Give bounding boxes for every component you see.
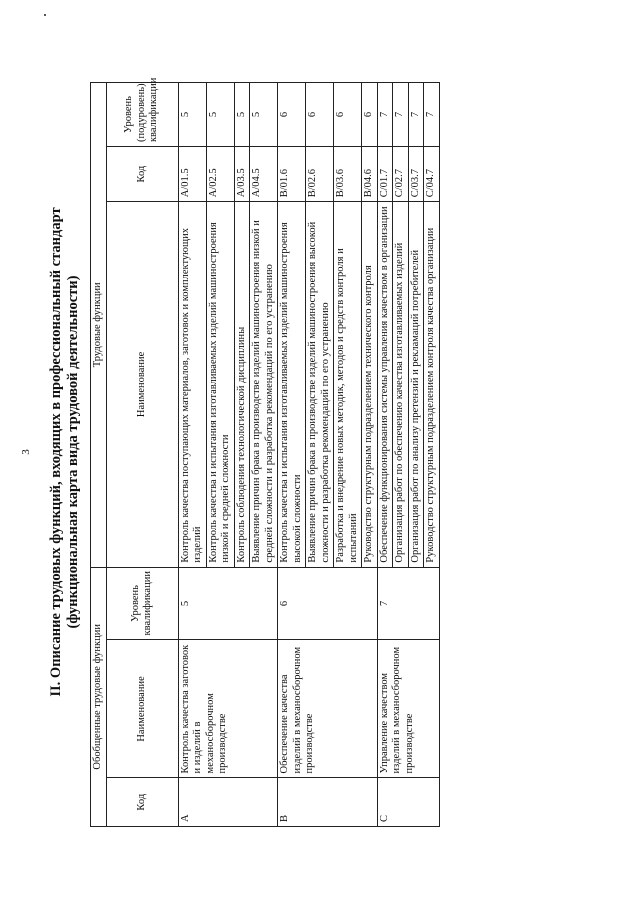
function-level: 7 — [377, 83, 393, 147]
page-number: 3 — [20, 449, 32, 455]
function-name: Контроль качества и испытания изготавливаемых изделий машиностроения высокой сложности — [278, 202, 306, 567]
function-code: A/04.5 — [250, 147, 278, 202]
function-name: Обеспечение функционирования системы управления качеством в организации — [377, 202, 393, 567]
group-name: Контроль качества заготовок и изделий в механосборочном производстве — [178, 640, 278, 778]
function-code: B/02.6 — [306, 147, 334, 202]
function-level: 5 — [206, 83, 234, 147]
table-row — [377, 83, 393, 827]
function-level: 7 — [408, 83, 424, 147]
function-code: A/03.5 — [234, 147, 250, 202]
table-row — [278, 83, 306, 827]
table-row — [178, 83, 206, 827]
section-title — [48, 22, 82, 882]
function-level: 6 — [306, 83, 334, 147]
function-level: 5 — [178, 83, 206, 147]
header-function-code: Код — [106, 147, 178, 202]
header-level: Уровень квалификации — [106, 567, 178, 640]
function-level: 6 — [362, 83, 378, 147]
function-code: A/01.5 — [178, 147, 206, 202]
rotated-page — [10, 22, 630, 882]
function-name: Руководство структурным подразделением контроля качества организации — [424, 202, 440, 567]
function-name: Организация работ по анализу претензий и рекламаций потребителей — [408, 202, 424, 567]
function-level: 5 — [234, 83, 250, 147]
header-row-1 — [91, 83, 107, 827]
group-level: 6 — [278, 567, 378, 640]
header-function-name: Наименование — [106, 202, 178, 567]
function-name: Контроль качества и испытания изготавливаемых изделий машиностроения низкой и средней сложности — [206, 202, 234, 567]
group-code: B — [278, 778, 378, 827]
function-level: 7 — [424, 83, 440, 147]
function-level: 7 — [393, 83, 409, 147]
header-generalized: Обобщенные трудовые функции — [91, 567, 107, 826]
function-name: Выявление причин брака в производстве изделий машиностроения высокой сложности и разработка рекомендаций по его устранению — [306, 202, 334, 567]
function-name: Контроль качества поступающих материалов, заготовок и комплектующих изделий — [178, 202, 206, 567]
functional-map-table — [90, 77, 440, 827]
group-level: 7 — [377, 567, 439, 640]
function-name: Руководство структурным подразделением технического контроля — [362, 202, 378, 567]
function-name: Организация работ по обеспечению качества изготавливаемых изделий — [393, 202, 409, 567]
group-code: C — [377, 778, 439, 827]
function-code: A/02.5 — [206, 147, 234, 202]
function-code: B/03.6 — [334, 147, 362, 202]
function-code: B/01.6 — [278, 147, 306, 202]
function-code: C/03.7 — [408, 147, 424, 202]
function-code: C/02.7 — [393, 147, 409, 202]
function-level: 6 — [334, 83, 362, 147]
function-level: 5 — [250, 83, 278, 147]
function-code: C/04.7 — [424, 147, 440, 202]
function-name: Выявление причин брака в производстве изделий машиностроения низкой и средней сложности и разработка рекомендаций по его устранению — [250, 202, 278, 567]
header-code: Код — [106, 778, 178, 827]
title-line-1: II. Описание трудовых функций, входящих в профессиональный стандарт — [48, 207, 64, 697]
header-row-2 — [106, 83, 178, 827]
header-sublevel: Уровень (подуровень) квалификации — [106, 83, 178, 147]
title-line-2: (функциональная карта вида трудовой деятельности) — [65, 275, 81, 629]
function-name: Разработка и внедрение новых методик, методов и средств контроля и испытаний — [334, 202, 362, 567]
function-code: C/01.7 — [377, 147, 393, 202]
group-name: Управление качеством изделий в механосборочном производстве — [377, 640, 439, 778]
function-name: Контроль соблюдения технологической дисциплины — [234, 202, 250, 567]
scan-speck — [44, 14, 46, 16]
header-name: Наименование — [106, 640, 178, 778]
header-labor-functions: Трудовые функции — [91, 83, 107, 568]
group-level: 5 — [178, 567, 278, 640]
group-code: A — [178, 778, 278, 827]
group-name: Обеспечение качества изделий в механосборочном производстве — [278, 640, 378, 778]
function-level: 6 — [278, 83, 306, 147]
function-code: B/04.6 — [362, 147, 378, 202]
